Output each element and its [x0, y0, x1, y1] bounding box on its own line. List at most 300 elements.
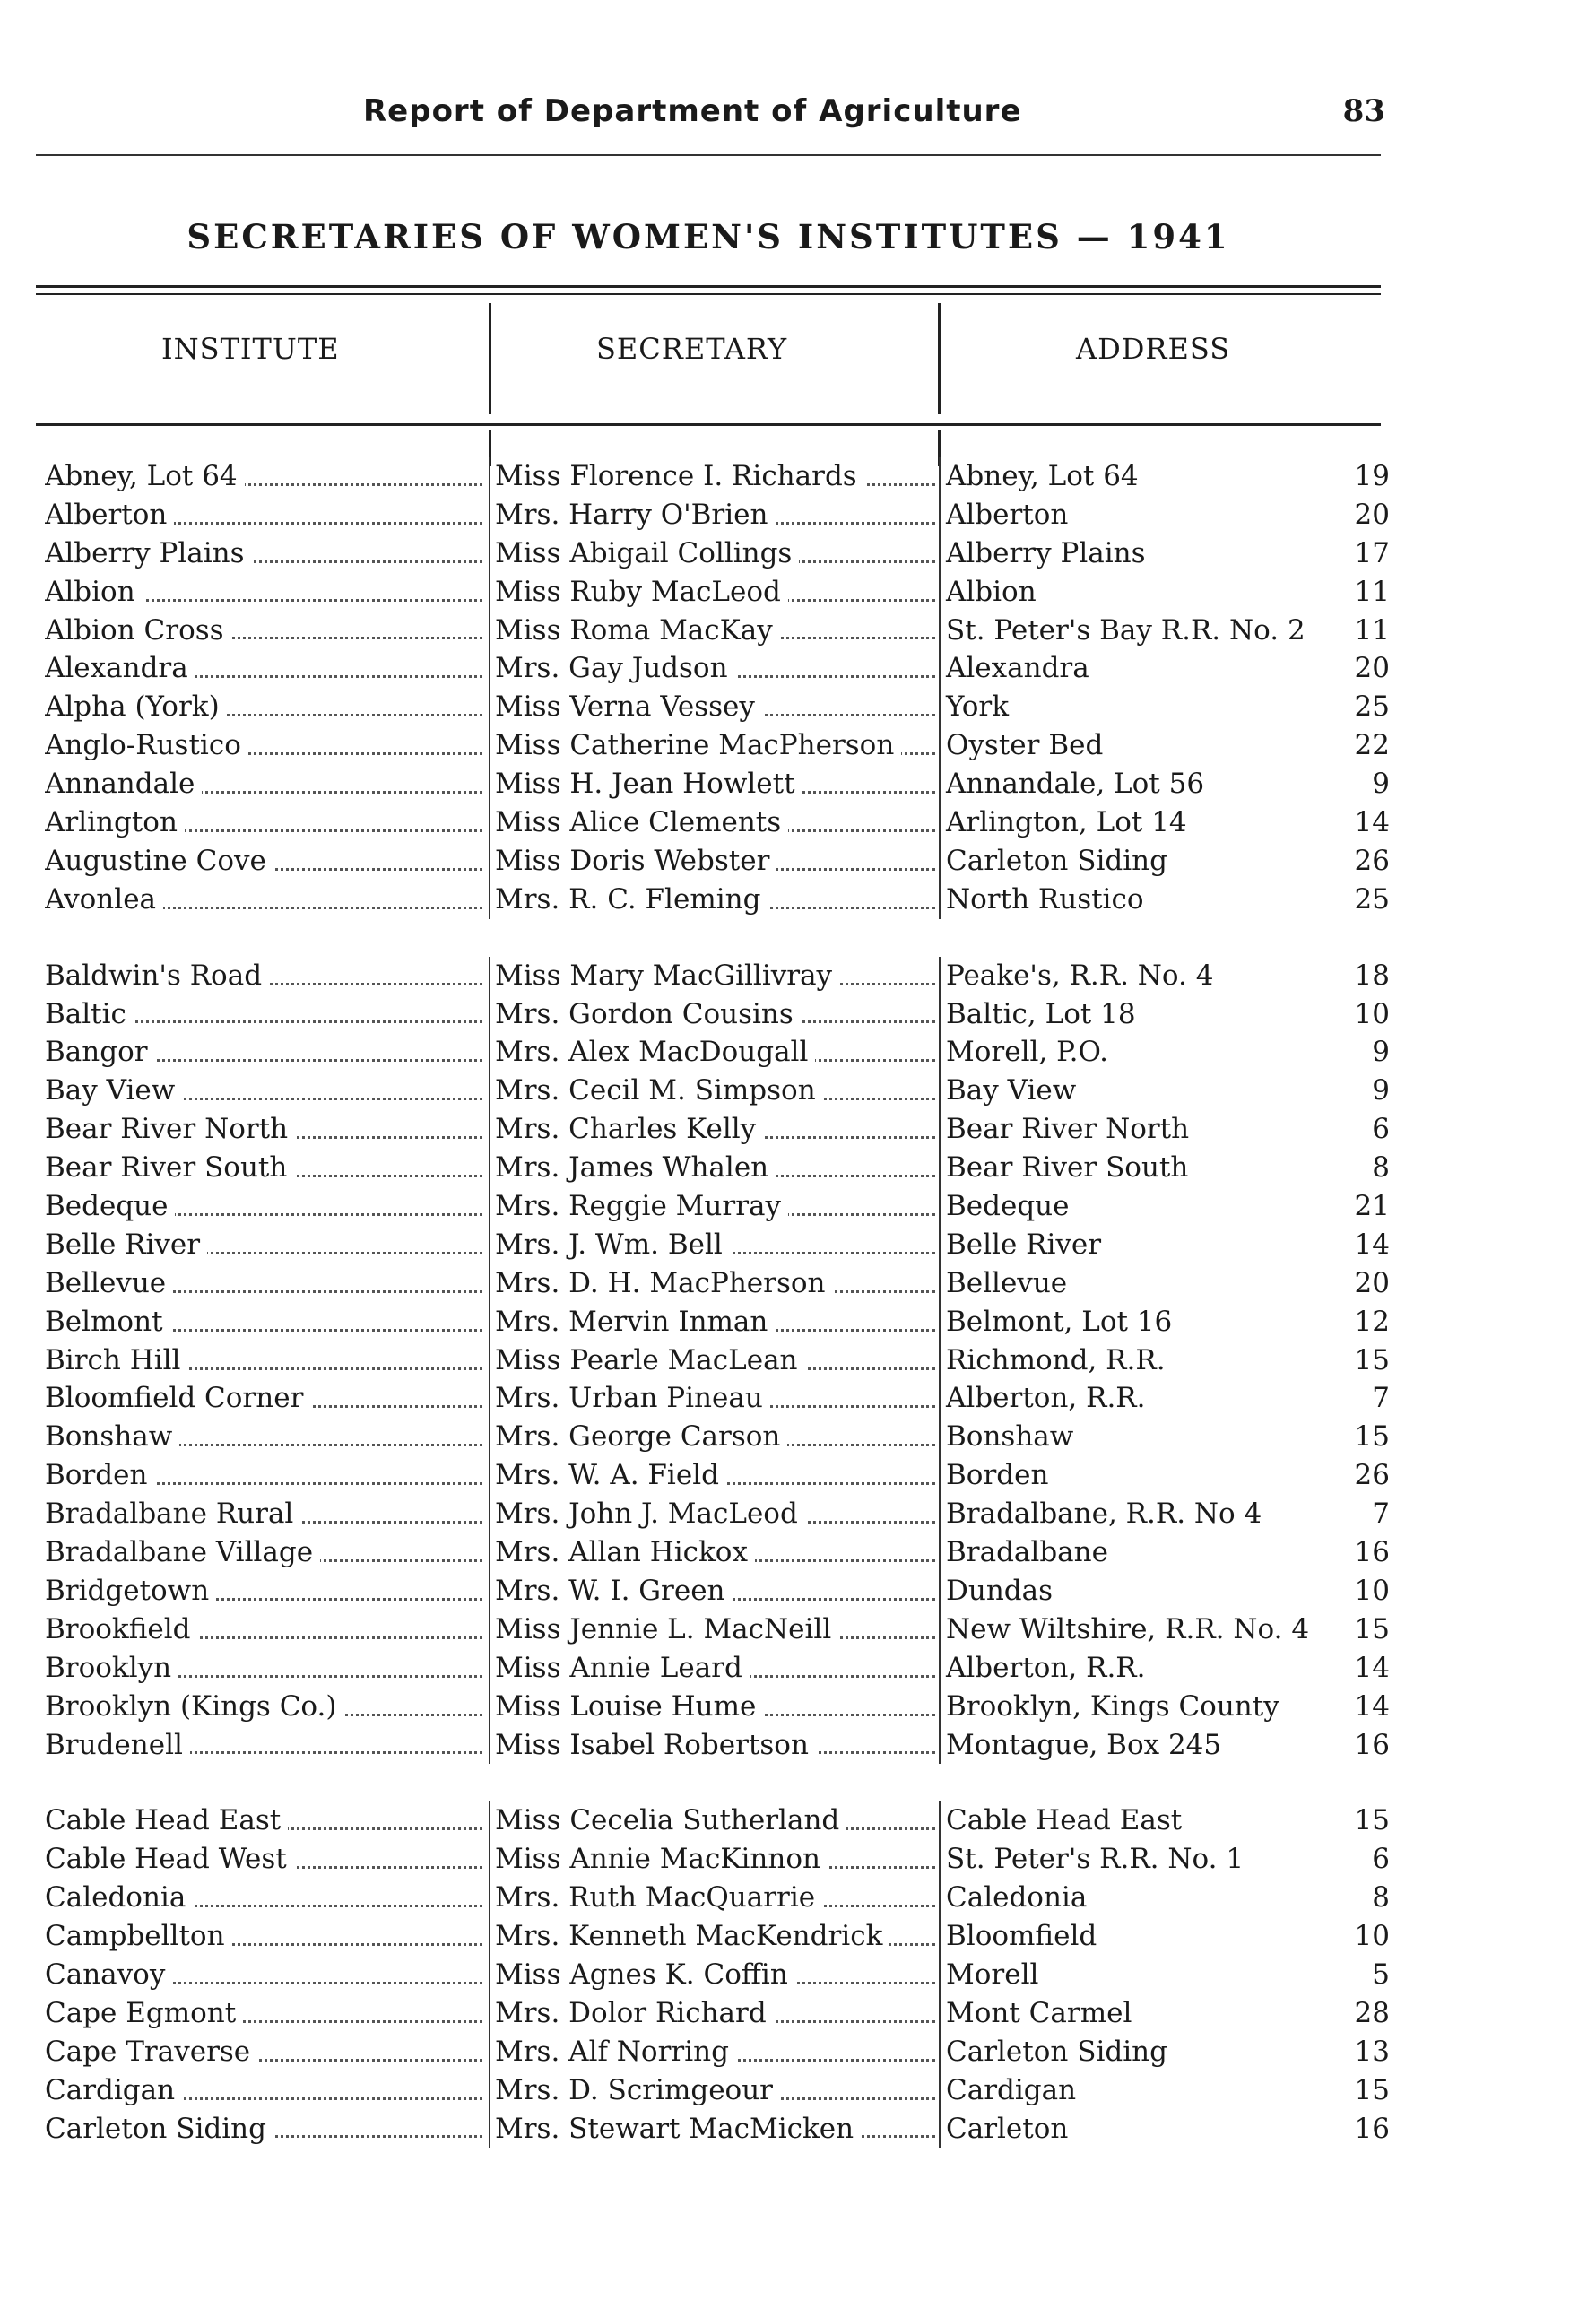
secretary-cell-text: Miss Isabel Robertson — [495, 1729, 816, 1761]
number-cell: 17 — [1354, 536, 1390, 569]
number-cell: 15 — [1354, 1343, 1390, 1376]
institute-cell-text: Caledonia — [45, 1881, 193, 1914]
secretary-cell-text: Miss Mary MacGillivray — [495, 959, 839, 992]
institute-cell — [45, 1610, 486, 1649]
address-cell: St. Peter's Bay R.R. No. 2 — [939, 612, 1347, 650]
secretary-cell-text: Mrs. George Carson — [495, 1420, 787, 1453]
institute-cell-text: Bangor — [45, 1036, 155, 1068]
secretary-cell-text: Miss Cecelia Sutherland — [495, 1804, 846, 1836]
address-cell: Cardigan — [939, 2071, 1347, 2110]
address-cell: Alberton, R.R. — [939, 1649, 1347, 1688]
institute-cell — [45, 649, 486, 688]
table-row — [45, 881, 1390, 919]
address-cell: Bear River North — [939, 1110, 1347, 1149]
secretary-cell-text: Miss Ruby MacLeod — [495, 576, 788, 608]
table-row — [45, 803, 1390, 842]
address-cell: Oyster Bed — [939, 726, 1347, 765]
institute-cell-text: Alberton — [45, 499, 174, 531]
address-cell: North Rustico — [939, 881, 1347, 919]
secretary-cell-text: Miss Florence I. Richards — [495, 460, 864, 492]
number-cell: 14 — [1354, 1651, 1390, 1684]
number-cell: 15 — [1354, 1612, 1390, 1645]
number-cell: 16 — [1354, 1728, 1390, 1761]
table-row — [45, 1610, 1390, 1649]
secretary-cell-text: Mrs. Urban Pineau — [495, 1382, 770, 1414]
number-cell: 26 — [1354, 844, 1390, 877]
secretary-cell-text: Mrs. John J. MacLeod — [495, 1498, 805, 1530]
address-cell: Bellevue — [939, 1264, 1347, 1303]
table-row — [45, 1303, 1390, 1341]
secretary-cell-text: Mrs. Ruth MacQuarrie — [495, 1881, 822, 1914]
secretary-cell-text: Mrs. Harry O'Brien — [495, 499, 775, 531]
number-cell: 8 — [1372, 1881, 1390, 1914]
address-cell: Alberry Plains — [939, 534, 1347, 573]
table-row — [45, 1994, 1390, 2033]
secretary-cell — [489, 2033, 939, 2071]
address-cell: Carleton Siding — [939, 842, 1347, 881]
address-cell: Carleton Siding — [939, 2033, 1347, 2071]
table-row — [45, 2071, 1390, 2110]
secretary-cell — [489, 1379, 939, 1418]
table-row — [45, 1956, 1390, 1994]
institute-cell — [45, 1341, 486, 1380]
secretary-cell — [489, 612, 939, 650]
secretary-cell — [489, 1418, 939, 1456]
table-top-rule — [36, 285, 1381, 288]
number-cell: 13 — [1354, 2035, 1390, 2068]
number-cell: 8 — [1372, 1151, 1390, 1185]
running-title: Report of Department of Agriculture — [363, 93, 1022, 129]
table-row — [45, 688, 1390, 726]
address-cell: Alberton — [939, 496, 1347, 534]
institute-cell — [45, 496, 486, 534]
number-cell: 15 — [1354, 1420, 1390, 1454]
table-section — [45, 457, 1390, 919]
secretary-cell — [489, 496, 939, 534]
running-head — [36, 91, 1385, 142]
address-cell: Morell, P.O. — [939, 1033, 1347, 1072]
table-row — [45, 765, 1390, 803]
institute-cell-text: Baltic — [45, 998, 134, 1030]
institute-cell-text: Bay View — [45, 1074, 182, 1107]
address-cell: Bonshaw — [939, 1418, 1347, 1456]
address-cell: Bear River South — [939, 1149, 1347, 1187]
secretary-cell — [489, 726, 939, 765]
table-row — [45, 1572, 1390, 1610]
table-row — [45, 1149, 1390, 1187]
institute-cell-text: Cape Traverse — [45, 2036, 257, 2068]
secretary-cell-text: Miss Jennie L. MacNeill — [495, 1613, 838, 1645]
secretary-cell — [489, 1572, 939, 1610]
address-cell: Carleton — [939, 2110, 1347, 2149]
institute-cell — [45, 1303, 486, 1341]
secretary-cell-text: Mrs. D. H. MacPherson — [495, 1267, 833, 1299]
institute-cell — [45, 1110, 486, 1149]
number-cell: 12 — [1354, 1305, 1390, 1338]
column-header-institute: INSTITUTE — [161, 332, 340, 366]
institute-cell — [45, 1187, 486, 1226]
institute-cell-text: Cardigan — [45, 2074, 182, 2106]
institute-cell-text: Alberry Plains — [45, 537, 252, 569]
institute-cell — [45, 1456, 486, 1495]
address-cell: Belle River — [939, 1226, 1347, 1264]
table-row — [45, 1187, 1390, 1226]
table-row — [45, 1879, 1390, 1917]
institute-cell — [45, 1033, 486, 1072]
institute-cell — [45, 2110, 486, 2149]
institute-cell — [45, 1726, 486, 1765]
institute-cell — [45, 1072, 486, 1110]
table-row — [45, 1418, 1390, 1456]
institute-cell-text: Carleton Siding — [45, 2113, 273, 2145]
institute-cell — [45, 1917, 486, 1956]
institute-cell — [45, 803, 486, 842]
secretary-cell — [489, 1187, 939, 1226]
institute-cell-text: Belmont — [45, 1306, 170, 1338]
secretary-cell-text: Mrs. Charles Kelly — [495, 1113, 763, 1145]
number-cell: 14 — [1354, 1228, 1390, 1261]
address-cell: Morell — [939, 1956, 1347, 1994]
secretary-cell-text: Mrs. Alex MacDougall — [495, 1036, 815, 1068]
column-divider — [938, 303, 941, 414]
institute-cell-text: Cape Egmont — [45, 1997, 243, 2029]
secretary-cell-text: Mrs. D. Scrimgeour — [495, 2074, 780, 2106]
secretary-cell-text: Mrs. J. Wm. Bell — [495, 1228, 730, 1261]
institute-cell — [45, 881, 486, 919]
secretary-cell — [489, 1264, 939, 1303]
table-row — [45, 1726, 1390, 1765]
secretary-cell — [489, 1801, 939, 1840]
header-rule — [36, 154, 1381, 156]
number-cell: 19 — [1354, 460, 1390, 492]
institute-cell — [45, 957, 486, 995]
table-row — [45, 457, 1390, 496]
institute-cell — [45, 842, 486, 881]
secretary-cell-text: Mrs. Mervin Inman — [495, 1306, 775, 1338]
secretary-cell — [489, 1226, 939, 1264]
table-top-rule-inner — [36, 293, 1381, 295]
address-cell: Alexandra — [939, 649, 1347, 688]
secretary-cell-text: Miss Pearle MacLean — [495, 1344, 805, 1376]
address-cell: Arlington, Lot 14 — [939, 803, 1347, 842]
table-row — [45, 1264, 1390, 1303]
number-cell: 14 — [1354, 806, 1390, 839]
institute-cell — [45, 1533, 486, 1572]
secretaries-table — [45, 457, 1390, 2185]
secretary-cell-text: Miss Annie Leard — [495, 1652, 750, 1684]
number-cell: 22 — [1354, 729, 1390, 762]
institute-cell-text: Belle River — [45, 1228, 207, 1261]
table-row — [45, 1649, 1390, 1688]
secretary-cell-text: Mrs. W. A. Field — [495, 1459, 726, 1491]
institute-cell-text: Bradalbane Rural — [45, 1498, 300, 1530]
table-section — [45, 1801, 1390, 2148]
table-row — [45, 649, 1390, 688]
table-row — [45, 1110, 1390, 1149]
secretary-cell — [489, 1840, 939, 1879]
number-cell: 11 — [1354, 575, 1390, 608]
institute-cell-text: Bear River North — [45, 1113, 295, 1145]
secretary-cell-text: Miss Abigail Collings — [495, 537, 799, 569]
secretary-cell — [489, 457, 939, 496]
institute-cell — [45, 1572, 486, 1610]
address-cell: Belmont, Lot 16 — [939, 1303, 1347, 1341]
table-row — [45, 1840, 1390, 1879]
institute-cell — [45, 1649, 486, 1688]
column-header-secretary: SECRETARY — [596, 332, 788, 366]
secretary-cell — [489, 1688, 939, 1726]
institute-cell-text: Baldwin's Road — [45, 959, 269, 992]
table-row — [45, 1379, 1390, 1418]
address-cell: Bay View — [939, 1072, 1347, 1110]
secretary-cell — [489, 534, 939, 573]
institute-cell-text: Canavoy — [45, 1958, 172, 1991]
secretary-cell-text: Miss Louise Hume — [495, 1690, 763, 1723]
institute-cell — [45, 573, 486, 612]
number-cell: 26 — [1354, 1459, 1390, 1492]
secretary-cell-text: Mrs. Gay Judson — [495, 652, 735, 684]
number-cell: 20 — [1354, 498, 1390, 531]
table-row — [45, 995, 1390, 1034]
address-cell: Bradalbane — [939, 1533, 1347, 1572]
column-header-address: ADDRESS — [1076, 332, 1231, 366]
secretary-cell — [489, 1610, 939, 1649]
number-cell: 9 — [1372, 1036, 1390, 1069]
table-row — [45, 1688, 1390, 1726]
institute-cell-text: Abney, Lot 64 — [45, 460, 245, 492]
secretary-cell — [489, 1456, 939, 1495]
address-cell: Caledonia — [939, 1879, 1347, 1917]
institute-cell-text: Albion — [45, 576, 143, 608]
institute-cell — [45, 1149, 486, 1187]
address-cell: Bradalbane, R.R. No 4 — [939, 1495, 1347, 1533]
secretary-cell-text: Miss Annie MacKinnon — [495, 1843, 828, 1875]
institute-cell-text: Bonshaw — [45, 1420, 179, 1453]
table-row — [45, 612, 1390, 650]
institute-cell-text: Cable Head East — [45, 1804, 288, 1836]
institute-cell-text: Brooklyn — [45, 1652, 178, 1684]
institute-cell — [45, 765, 486, 803]
address-cell: Bloomfield — [939, 1917, 1347, 1956]
secretary-cell — [489, 573, 939, 612]
institute-cell — [45, 1840, 486, 1879]
institute-cell — [45, 2033, 486, 2071]
number-cell: 7 — [1372, 1498, 1390, 1531]
number-cell: 16 — [1354, 2112, 1390, 2145]
secretary-cell — [489, 2071, 939, 2110]
secretary-cell — [489, 957, 939, 995]
institute-cell-text: Avonlea — [45, 883, 163, 916]
secretary-cell-text: Mrs. Kenneth MacKendrick — [495, 1920, 889, 1952]
institute-cell-text: Borden — [45, 1459, 154, 1491]
institute-cell-text: Brudenell — [45, 1729, 190, 1761]
institute-cell — [45, 457, 486, 496]
institute-cell-text: Bellevue — [45, 1267, 173, 1299]
address-cell: Abney, Lot 64 — [939, 457, 1347, 496]
institute-cell-text: Annandale — [45, 768, 202, 800]
institute-cell — [45, 534, 486, 573]
secretary-cell-text: Mrs. Alf Norring — [495, 2036, 736, 2068]
institute-cell-text: Alpha (York) — [45, 690, 227, 723]
secretary-cell — [489, 842, 939, 881]
number-cell: 28 — [1354, 1996, 1390, 2029]
address-cell: St. Peter's R.R. No. 1 — [939, 1840, 1347, 1879]
institute-cell-text: Bradalbane Village — [45, 1536, 320, 1568]
table-section — [45, 957, 1390, 1765]
address-cell: Cable Head East — [939, 1801, 1347, 1840]
institute-cell-text: Bear River South — [45, 1151, 294, 1184]
address-cell: Mont Carmel — [939, 1994, 1347, 2033]
secretary-cell — [489, 1917, 939, 1956]
document-title: SECRETARIES OF WOMEN'S INSTITUTES — 1941 — [186, 217, 1230, 256]
secretary-cell-text: Mrs. Cecil M. Simpson — [495, 1074, 823, 1107]
number-cell: 7 — [1372, 1382, 1390, 1415]
secretary-cell-text: Miss H. Jean Howlett — [495, 768, 802, 800]
table-row — [45, 1033, 1390, 1072]
institute-cell-text: Brooklyn (Kings Co.) — [45, 1690, 344, 1723]
institute-cell — [45, 1879, 486, 1917]
secretary-cell — [489, 803, 939, 842]
secretary-cell-text: Miss Alice Clements — [495, 806, 788, 838]
table-row — [45, 726, 1390, 765]
secretary-cell-text: Mrs. Reggie Murray — [495, 1190, 788, 1222]
institute-cell — [45, 1801, 486, 1840]
address-cell: Montague, Box 245 — [939, 1726, 1347, 1765]
institute-cell-text: Brookfield — [45, 1613, 198, 1645]
institute-cell — [45, 688, 486, 726]
institute-cell — [45, 726, 486, 765]
header-bottom-rule — [36, 423, 1381, 426]
table-row — [45, 496, 1390, 534]
secretary-cell — [489, 1110, 939, 1149]
secretary-cell — [489, 1879, 939, 1917]
secretary-cell-text: Mrs. Allan Hickox — [495, 1536, 755, 1568]
institute-cell-text: Cable Head West — [45, 1843, 294, 1875]
institute-cell-text: Bridgetown — [45, 1575, 216, 1607]
table-row — [45, 2033, 1390, 2071]
table-row — [45, 1456, 1390, 1495]
institute-cell — [45, 1495, 486, 1533]
table-row — [45, 1072, 1390, 1110]
table-row — [45, 1226, 1390, 1264]
number-cell: 20 — [1354, 652, 1390, 685]
secretary-cell — [489, 649, 939, 688]
address-cell: Dundas — [939, 1572, 1347, 1610]
address-cell: Peake's, R.R. No. 4 — [939, 957, 1347, 995]
address-cell: Annandale, Lot 56 — [939, 765, 1347, 803]
secretary-cell — [489, 1956, 939, 1994]
secretary-cell-text: Mrs. W. I. Green — [495, 1575, 733, 1607]
institute-cell-text: Arlington — [45, 806, 185, 838]
table-row — [45, 534, 1390, 573]
table-row — [45, 1917, 1390, 1956]
table-row — [45, 1341, 1390, 1380]
number-cell: 16 — [1354, 1536, 1390, 1569]
secretary-cell — [489, 881, 939, 919]
number-cell: 9 — [1372, 1074, 1390, 1107]
institute-cell-text: Augustine Cove — [45, 845, 273, 877]
address-cell: Borden — [939, 1456, 1347, 1495]
address-cell: Albion — [939, 573, 1347, 612]
secretary-cell — [489, 765, 939, 803]
institute-cell — [45, 1379, 486, 1418]
table-row — [45, 1495, 1390, 1533]
institute-cell-text: Alexandra — [45, 652, 195, 684]
number-cell: 5 — [1372, 1958, 1390, 1991]
institute-cell — [45, 1418, 486, 1456]
number-cell: 20 — [1354, 1266, 1390, 1299]
table-row — [45, 1533, 1390, 1572]
number-cell: 15 — [1354, 2073, 1390, 2106]
institute-cell-text: Bloomfield Corner — [45, 1382, 310, 1414]
institute-cell — [45, 612, 486, 650]
secretary-cell — [489, 1033, 939, 1072]
secretary-cell-text: Miss Roma MacKay — [495, 614, 780, 647]
address-cell: Bedeque — [939, 1187, 1347, 1226]
secretary-cell — [489, 2110, 939, 2149]
secretary-cell — [489, 1726, 939, 1765]
table-row — [45, 573, 1390, 612]
table-row — [45, 957, 1390, 995]
secretary-cell-text: Miss Agnes K. Coffin — [495, 1958, 795, 1991]
secretary-cell — [489, 1072, 939, 1110]
number-cell: 10 — [1354, 1920, 1390, 1953]
number-cell: 18 — [1354, 959, 1390, 992]
number-cell: 15 — [1354, 1804, 1390, 1837]
institute-cell — [45, 995, 486, 1034]
secretary-cell — [489, 995, 939, 1034]
secretary-cell-text: Mrs. Stewart MacMicken — [495, 2113, 861, 2145]
secretary-cell-text: Miss Verna Vessey — [495, 690, 762, 723]
secretary-cell — [489, 1533, 939, 1572]
institute-cell — [45, 1994, 486, 2033]
page-number: 83 — [1342, 93, 1385, 129]
column-headers — [36, 303, 1381, 420]
secretary-cell — [489, 1149, 939, 1187]
column-divider — [489, 303, 491, 414]
institute-cell — [45, 1956, 486, 1994]
secretary-cell — [489, 688, 939, 726]
number-cell: 9 — [1372, 768, 1390, 801]
institute-cell-text: Campbellton — [45, 1920, 232, 1952]
institute-cell-text: Anglo-Rustico — [45, 729, 248, 761]
number-cell: 6 — [1372, 1843, 1390, 1876]
table-row — [45, 1801, 1390, 1840]
address-cell: Richmond, R.R. — [939, 1341, 1347, 1380]
secretary-cell-text: Miss Doris Webster — [495, 845, 776, 877]
number-cell: 10 — [1354, 1574, 1390, 1607]
secretary-cell-text: Mrs. Gordon Cousins — [495, 998, 801, 1030]
number-cell: 25 — [1354, 882, 1390, 916]
number-cell: 14 — [1354, 1689, 1390, 1723]
secretary-cell — [489, 1649, 939, 1688]
table-row — [45, 842, 1390, 881]
address-cell: York — [939, 688, 1347, 726]
secretary-cell — [489, 1341, 939, 1380]
address-cell: New Wiltshire, R.R. No. 4 — [939, 1610, 1347, 1649]
secretary-cell-text: Mrs. Dolor Richard — [495, 1997, 774, 2029]
institute-cell — [45, 1264, 486, 1303]
address-cell: Baltic, Lot 18 — [939, 995, 1347, 1034]
secretary-cell-text: Miss Catherine MacPherson — [495, 729, 901, 761]
institute-cell — [45, 1688, 486, 1726]
table-row — [45, 2110, 1390, 2149]
number-cell: 21 — [1354, 1190, 1390, 1223]
secretary-cell — [489, 1994, 939, 2033]
address-cell: Alberton, R.R. — [939, 1379, 1347, 1418]
institute-cell-text: Bedeque — [45, 1190, 175, 1222]
institute-cell — [45, 1226, 486, 1264]
